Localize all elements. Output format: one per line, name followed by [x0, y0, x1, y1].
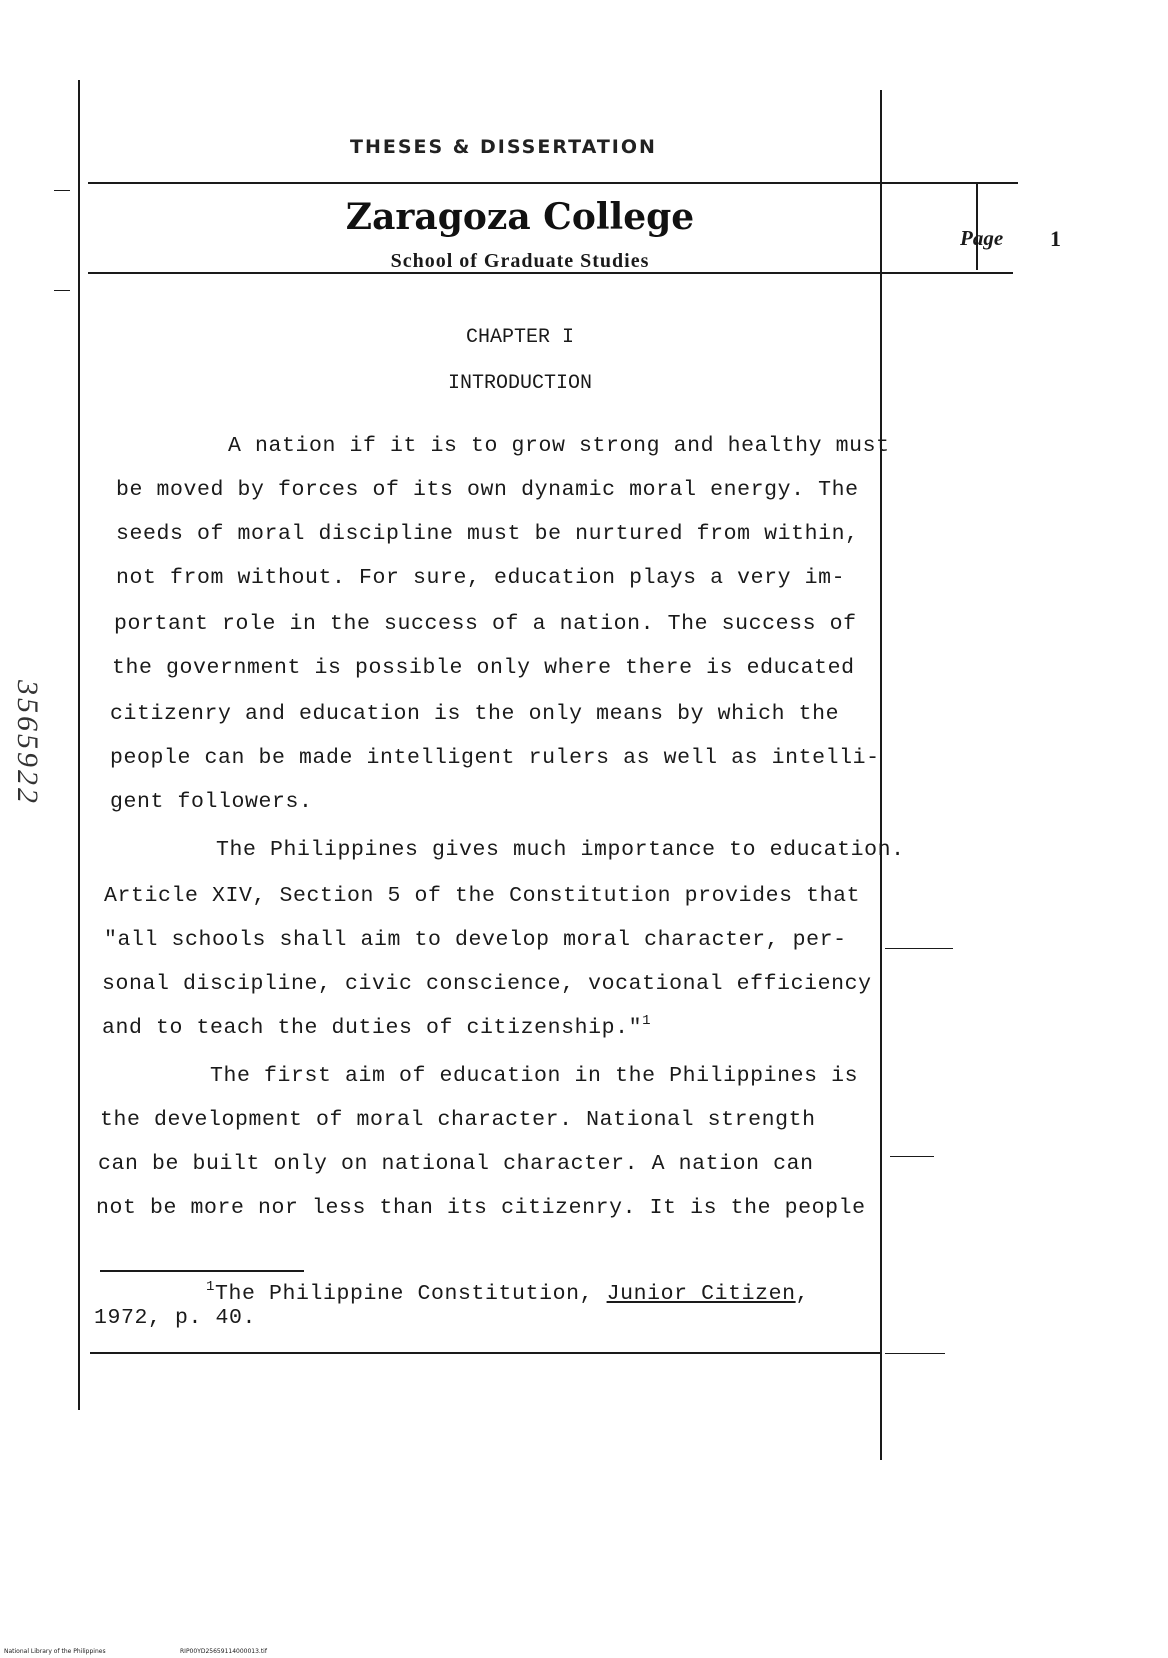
file-identifier: RIP00YD25659114000013.tif	[180, 1648, 267, 1655]
body-line: The Philippines gives much importance to education.	[216, 838, 905, 862]
handwritten-accession-number: 3565922	[11, 680, 44, 806]
footnote-separator	[100, 1270, 304, 1272]
body-line: people can be made intelligent rulers as well as intelli-	[110, 746, 880, 770]
footnote-punct: ,	[795, 1282, 810, 1306]
margin-tick	[885, 1353, 945, 1354]
college-name: Zaragoza College	[345, 196, 695, 238]
page-number: 1	[1050, 226, 1061, 251]
body-line: can be built only on national character. A nation can	[98, 1152, 814, 1176]
body-line-text: and to teach the duties of citizenship."	[102, 1016, 643, 1040]
body-line: sonal discipline, civic conscience, vocational efficiency	[102, 972, 872, 996]
footnote-ref: 1	[642, 1013, 652, 1029]
body-line: gent followers.	[110, 790, 313, 814]
chapter-title: INTRODUCTION	[447, 372, 593, 395]
body-line: be moved by forces of its own dynamic moral energy. The	[116, 478, 859, 502]
page-label: Page	[960, 226, 1004, 250]
body-line: the government is possible only where there is educated	[112, 656, 855, 680]
footnote-text: The Philippine Constitution,	[215, 1282, 607, 1306]
body-line: The first aim of education in the Philippines is	[210, 1064, 859, 1088]
margin-tick	[54, 190, 70, 191]
chapter-label: CHAPTER I	[465, 326, 575, 349]
body-line: A nation if it is to grow strong and healthy must	[228, 434, 890, 458]
footnote-line-2: 1972, p. 40.	[94, 1306, 257, 1330]
school-name: School of Graduate Studies	[390, 250, 650, 272]
page-bottom-rule	[90, 1352, 880, 1354]
body-line-with-ref	[102, 1013, 652, 1040]
body-line: not be more nor less than its citizenry. It is the people	[96, 1196, 866, 1220]
body-line: portant role in the success of a nation. The success of	[114, 612, 857, 636]
theses-stamp: THESES & DISSERTATION	[350, 136, 657, 158]
body-line: seeds of moral discipline must be nurtured from within,	[116, 522, 859, 546]
footnote-line-1	[206, 1279, 810, 1306]
library-credit: National Library of the Philippines	[4, 1648, 106, 1655]
footnote-marker: 1	[206, 1279, 216, 1295]
left-border-line	[78, 80, 80, 1410]
body-line: the development of moral character. National strength	[100, 1108, 816, 1132]
margin-tick	[54, 290, 70, 291]
body-line: "all schools shall aim to develop moral character, per-	[104, 928, 847, 952]
body-line: citizenry and education is the only means by which the	[110, 702, 840, 726]
body-line: Article XIV, Section 5 of the Constitution provides that	[104, 884, 861, 908]
body-line: not from without. For sure, education plays a very im-	[116, 566, 846, 590]
margin-tick	[885, 948, 953, 949]
footnote-title: Junior Citizen	[606, 1282, 796, 1306]
margin-tick	[890, 1156, 934, 1157]
right-border-line	[880, 90, 882, 1460]
header-top-rule	[88, 182, 1018, 184]
